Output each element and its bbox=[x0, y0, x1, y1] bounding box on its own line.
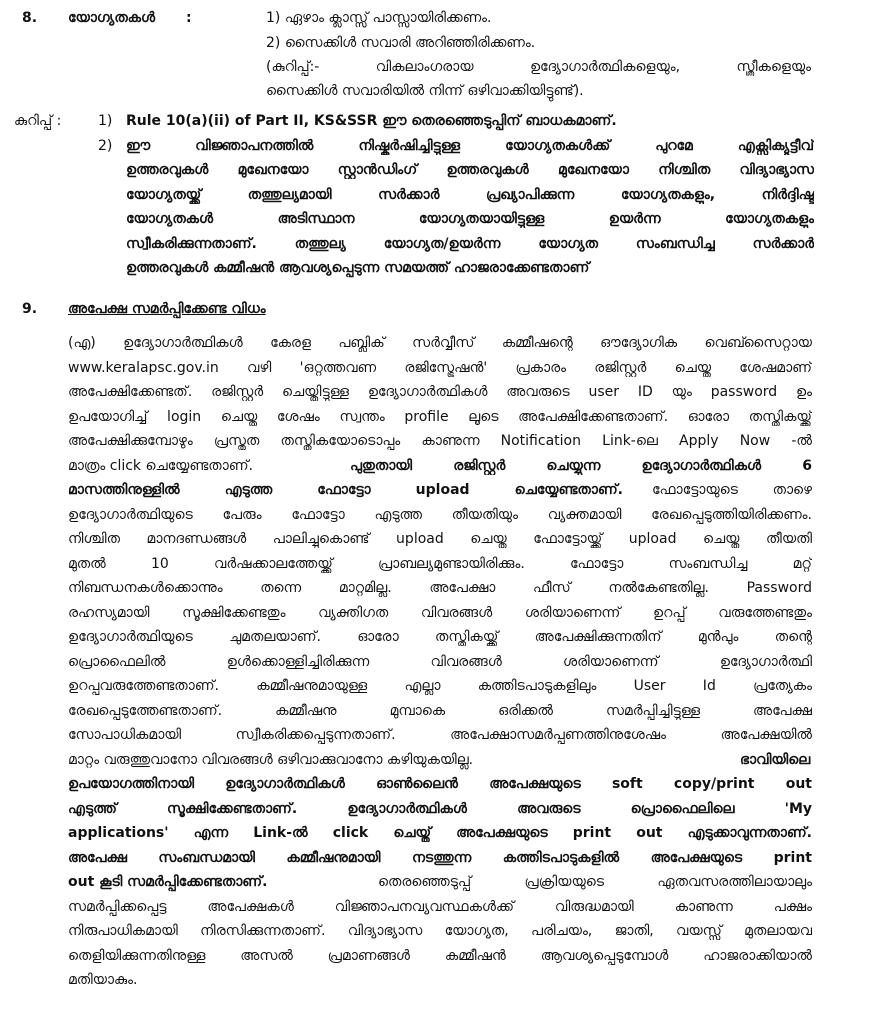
para-line: ഫോട്ടോയുടെ താഴെ bbox=[652, 482, 812, 498]
para-line: മാത്രം click ചെയ്യേണ്ടതാണ്. bbox=[68, 458, 253, 474]
note-item-2-line: ഈ വിജ്ഞാപനത്തിൽ നിഷ്കർഷിച്ചിട്ടുള്ള യോഗ്യതകൾക്ക് പുറമേ എക്സിക്യൂട്ടീവ് bbox=[126, 138, 814, 154]
para-line: സമർപ്പിക്കപ്പെട്ട അപേക്ഷകൾ വിജ്ഞാപനവ്യവസ്ഥകൾക്ക് വിരുദ്ധമായി കാണുന്ന പക്ഷം bbox=[68, 899, 812, 915]
para-line: രഹസ്യമായി സൂക്ഷിക്കേണ്ടതും വ്യക്തിഗത വിവരങ്ങൾ ശരിയാണെന്ന് ഉറപ്പ് വരുത്തേണ്ടതും bbox=[68, 605, 812, 621]
note-item-2-number: 2) bbox=[98, 138, 113, 154]
para-line: രേഖപ്പെടുത്തേണ്ടതാണ്. കമ്മീഷനു മുമ്പാകെ ഒരിക്കൽ സമർപ്പിച്ചിട്ടുള്ള അപേക്ഷ bbox=[68, 703, 812, 719]
para-line: www.keralapsc.gov.in വഴി 'ഒറ്റത്തവണ രജിസ്ട്രേഷൻ' പ്രകാരം രജിസ്റ്റർ ചെയ്ത ശേഷമാണ് bbox=[68, 360, 812, 376]
para-line: സോപാധികമായി സ്വീകരിക്കപ്പെടുന്നതാണ്. അപേക്ഷാസമർപ്പണത്തിനുശേഷം അപേക്ഷയിൽ bbox=[68, 727, 812, 743]
note-item-1-text: Rule 10(a)(ii) of Part II, KS&SSR ഈ തെരഞ്ഞെടുപ്പിന് ബാധകമാണ്. bbox=[126, 113, 617, 129]
para-line: ഉദ്യോഗാർത്ഥിയുടെ ചുമതലയാണ്. ഓരോ തസ്തികയ്ക്ക് അപേക്ഷിക്കുന്നതിന് മുൻപും തന്റെ bbox=[68, 629, 812, 645]
qualification-note-line: സൈക്കിൾ സവാരിയിൽ നിന്ന് ഒഴിവാക്കിയിട്ടുണ്ട്). bbox=[266, 83, 584, 99]
para-line: അപേക്ഷിക്കേണ്ടത്. രജിസ്റ്റർ ചെയ്തിട്ടുള്ള ഉദ്യോഗാർത്ഥികൾ അവരുടെ user ID യും password ഉം bbox=[68, 384, 812, 400]
para-line: മാറ്റം വരുത്തുവാനോ വിവരങ്ങൾ ഒഴിവാക്കുവാനോ കഴിയുകയില്ല. bbox=[68, 752, 474, 768]
qualification-item-2: 2) സൈക്കിൾ സവാരി അറിഞ്ഞിരിക്കണം. bbox=[266, 35, 536, 51]
section-8-heading: യോഗ്യതകൾ bbox=[68, 10, 156, 26]
para-line: മതിയാകും. bbox=[68, 972, 138, 988]
section-8-colon: : bbox=[186, 10, 192, 26]
note-item-1-number: 1) bbox=[98, 113, 113, 129]
para-line: (എ) ഉദ്യോഗാർത്ഥികൾ കേരള പബ്ലിക് സർവ്വീസ് കമ്മീഷന്റെ ഔദ്യോഗിക വെബ്സൈറ്റായ bbox=[68, 335, 812, 351]
para-line-bold: ഉപയോഗത്തിനായി ഉദ്യോഗാർത്ഥികൾ ഓൺലൈൻ അപേക്ഷയുടെ soft copy/print out bbox=[68, 776, 812, 792]
para-line: ഉദ്യോഗാർത്ഥിയുടെ പേരും ഫോട്ടോ എടുത്ത തീയതിയും വ്യക്തമായി രേഖപ്പെടുത്തിയിരിക്കണം. bbox=[68, 507, 812, 523]
para-line-bold: out കൂടി സമർപ്പിക്കേണ്ടതാണ്. bbox=[68, 874, 268, 890]
para-line-bold: എടുത്ത് സൂക്ഷിക്കേണ്ടതാണ്. ഉദ്യോഗാർത്ഥികൾ അവരുടെ പ്രൊഫൈലിലെ 'My bbox=[68, 801, 812, 817]
para-line: ഉറപ്പുവരുത്തേണ്ടതാണ്. കമ്മീഷനുമായുള്ള എല്ലാ കത്തിടപാടുകളിലും User Id പ്രത്യേകം bbox=[68, 678, 812, 694]
note-label: കുറിപ്പ് : bbox=[14, 113, 62, 129]
para-line: തെളിയിക്കുന്നതിനുള്ള അസൽ പ്രമാണങ്ങൾ കമ്മീഷൻ ആവശ്യപ്പെടുമ്പോൾ ഹാജരാക്കിയാൽ bbox=[68, 948, 812, 964]
para-line-bold: പുതുതായി രജിസ്റ്റർ ചെയ്യുന്ന ഉദ്യോഗാർത്ഥികൾ 6 bbox=[350, 458, 812, 474]
section-8-number: 8. bbox=[22, 10, 38, 26]
para-line-bold: ഭാവിയിലെ bbox=[740, 752, 811, 768]
note-item-2-line: സ്വീകരിക്കുന്നതാണ്. തത്തുല്യ യോഗ്യത/ഉയർന്ന യോഗ്യത സംബന്ധിച്ച സർക്കാർ bbox=[126, 236, 814, 252]
para-line: മുതൽ 10 വർഷക്കാലത്തേയ്ക്ക് പ്രാബല്യമുണ്ടായിരിക്കും. ഫോട്ടോ സംബന്ധിച്ച മറ്റ് bbox=[68, 556, 812, 572]
para-line: നിശ്ചിത മാനദണ്ഡങ്ങൾ പാലിച്ചുകൊണ്ട് upload ചെയ്ത ഫോട്ടോയ്ക്ക് upload ചെയ്ത തീയതി bbox=[68, 531, 812, 547]
para-line-bold: മാസത്തിനുള്ളിൽ എടുത്ത ഫോട്ടോ upload ചെയ്യേണ്ടതാണ്. bbox=[68, 482, 623, 498]
para-line: അപേക്ഷിക്കുമ്പോഴും പ്രസ്തുത തസ്തികയോടൊപ്പം കാണുന്ന Notification Link-ലെ Apply Now -ൽ bbox=[68, 433, 812, 449]
para-line: നിരുപാധികമായി നിരസിക്കുന്നതാണ്. വിദ്യാഭ്യാസ യോഗ്യത, പരിചയം, ജാതി, വയസ്സ് മുതലായവ bbox=[68, 923, 812, 939]
note-item-2-line: യോഗ്യതയ്ക്ക് തത്തുല്യമായി സർക്കാർ പ്രഖ്യാപിക്കുന്ന യോഗ്യതകളും, നിർദ്ദിഷ്ട bbox=[126, 187, 814, 203]
para-line-bold: applications' എന്ന Link-ൽ click ചെയ്ത് അപേക്ഷയുടെ print out എടുക്കാവുന്നതാണ്. bbox=[68, 825, 812, 841]
note-item-2-line: ഉത്തരവുകൾ കമ്മീഷൻ ആവശ്യപ്പെടുന്ന സമയത്ത് ഹാജരാക്കേണ്ടതാണ് bbox=[126, 260, 590, 276]
para-line: തെരഞ്ഞെടുപ്പ് പ്രക്രിയയുടെ ഏതവസരത്തിലായാലും bbox=[378, 874, 812, 890]
section-9-heading: അപേക്ഷ സമർപ്പിക്കേണ്ട വിധം bbox=[68, 301, 266, 317]
para-line: ഉപയോഗിച്ച് login ചെയ്ത ശേഷം സ്വന്തം profile ലൂടെ അപേക്ഷിക്കേണ്ടതാണ്. ഓരോ തസ്തികയ്ക്ക് bbox=[68, 409, 812, 425]
para-line: പ്രൊഫൈലിൽ ഉൾക്കൊള്ളിച്ചിരിക്കുന്ന വിവരങ്ങൾ ശരിയാണെന്ന് ഉദ്യോഗാർത്ഥി bbox=[68, 654, 812, 670]
section-9-number: 9. bbox=[22, 301, 38, 317]
para-line: നിബന്ധനകൾക്കൊന്നും തന്നെ മാറ്റമില്ല. അപേക്ഷാ ഫീസ് നൽകേണ്ടതില്ല. Password bbox=[68, 580, 812, 596]
note-item-2-line: ഉത്തരവുകൾ മുഖേനയോ സ്റ്റാൻഡിംഗ് ഉത്തരവുകൾ മുഖേനയോ നിശ്ചിത വിദ്യാഭ്യാസ bbox=[126, 162, 814, 178]
para-line-bold: അപേക്ഷ സംബന്ധമായി കമ്മീഷനുമായി നടത്തുന്ന കത്തിടപാടുകളിൽ അപേക്ഷയുടെ print bbox=[68, 850, 812, 866]
note-item-2-line: യോഗ്യതകൾ അടിസ്ഥാന യോഗ്യതയായിട്ടുള്ള ഉയർന്ന യോഗ്യതകളും bbox=[126, 211, 814, 227]
qualification-note-line: (കുറിപ്പ്:- വികലാംഗരായ ഉദ്യോഗാർത്ഥികളെയും, സ്ത്രീകളെയും bbox=[266, 59, 811, 75]
qualification-item-1: 1) ഏഴാം ക്ലാസ്സ് പാസ്സായിരിക്കണം. bbox=[266, 10, 492, 26]
